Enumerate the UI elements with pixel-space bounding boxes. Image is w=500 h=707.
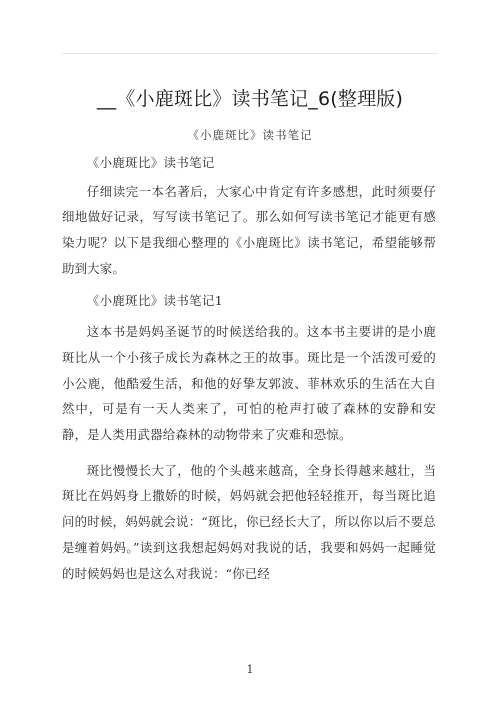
intro-paragraph: 仔细读完一本名著后，大家心中肯定有许多感想，此时须要仔细地做好记录，写写读书笔记了。那么如何写读书笔记才能更有感染力呢？以下是我细心整理的《小鹿斑比》读书笔记，希望能够帮助到大家。 bbox=[62, 183, 436, 276]
body-paragraph: 这本书是妈妈圣诞节的时候送给我的。这本书主要讲的是小鹿斑比从一个小孩子成长为森林之王的故事。斑比是一个活泼可爱的小公鹿，他酷爱生活，和他的好挚友郭波、菲林欢乐的生活在大自然中，可是有一天人类来了，可怕的枪声打破了森林的安静和安静，是人类用武器给森林的动物带来了灾难和恐惊。 bbox=[62, 324, 436, 443]
body-paragraph: 斑比慢慢长大了，他的个头越来越高，全身长得越来越壮，当斑比在妈妈身上撒娇的时候，妈妈就会把他轻轻推开，每当斑比追问的时候，妈妈就会说：“斑比，你已经长大了，所以你以后不要总是缠着妈妈。”读到这我想起妈妈对我说的话，我要和妈妈一起睡觉的时候妈妈也是这么对我说：“你已经 bbox=[62, 462, 436, 581]
section-heading: 《小鹿斑比》读书笔记 bbox=[86, 155, 215, 170]
document-subtitle: 《小鹿斑比》读书笔记 bbox=[187, 128, 313, 142]
document-title: __《小鹿斑比》读书笔记_6(整理版) bbox=[96, 88, 404, 110]
section-heading: 《小鹿斑比》读书笔记1 bbox=[86, 292, 223, 308]
page-number: 1 bbox=[246, 663, 254, 676]
document-body bbox=[62, 150, 436, 586]
header-divider bbox=[62, 53, 438, 54]
